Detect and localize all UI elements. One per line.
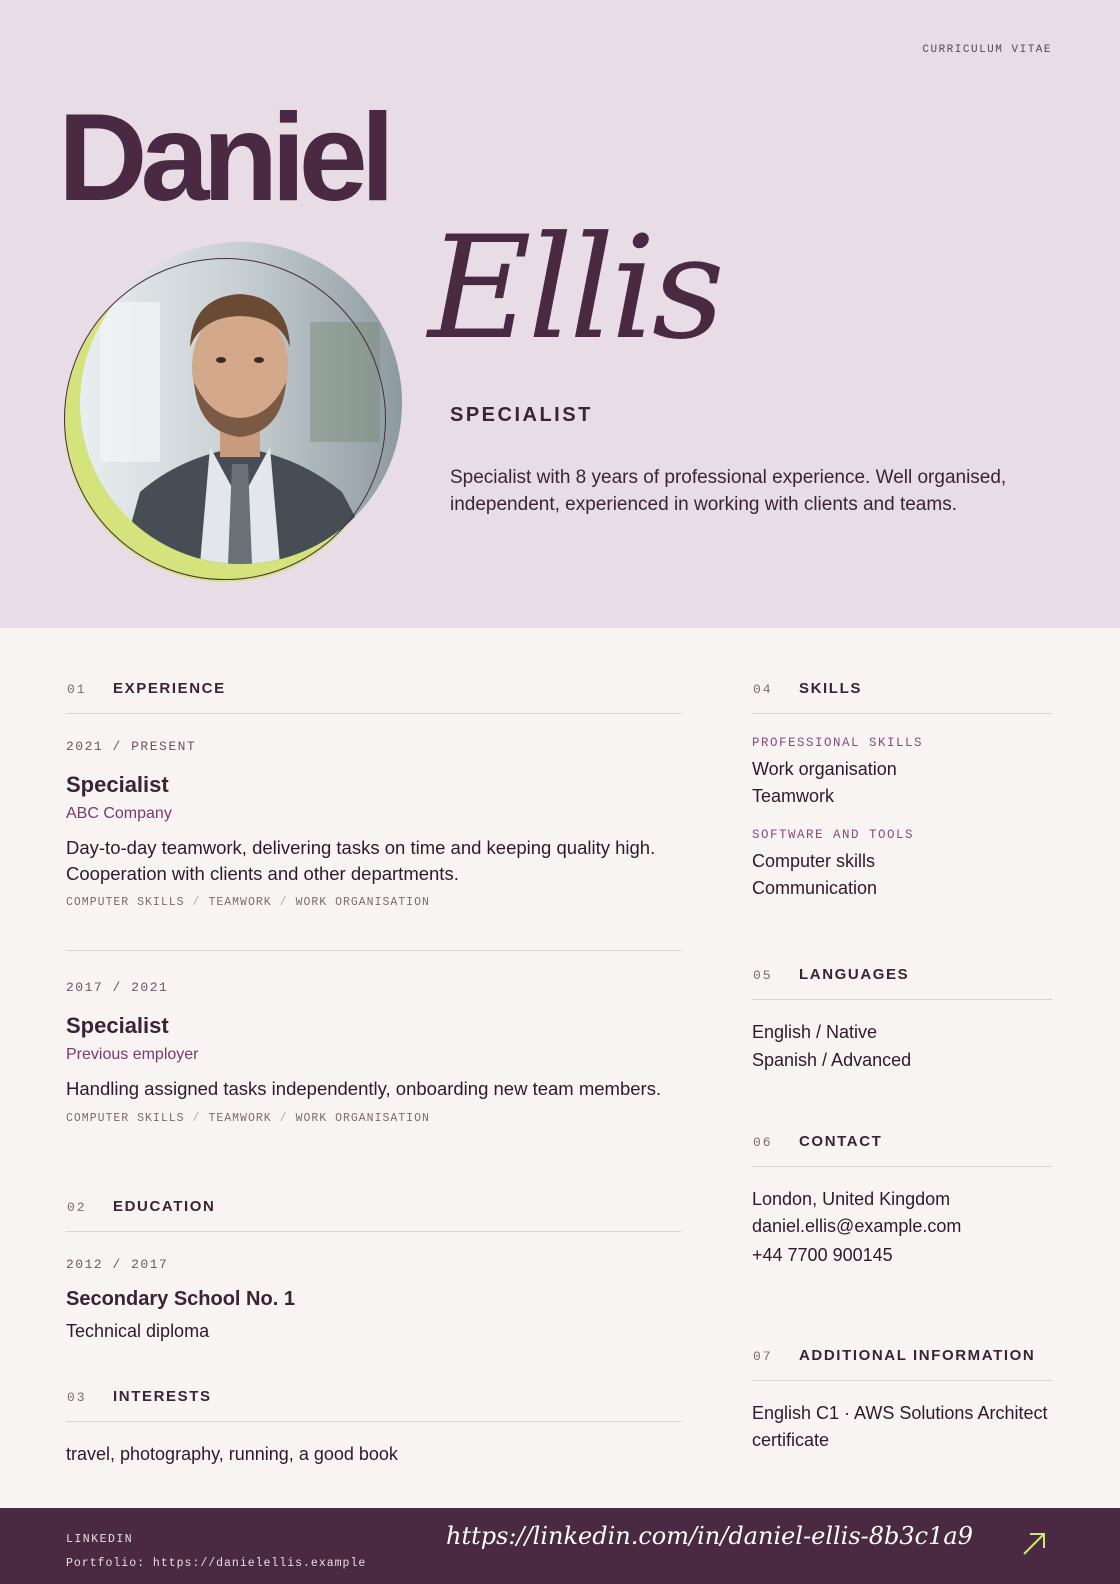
- cv-label: CURRICULUM VITAE: [922, 44, 1052, 56]
- section-title: SKILLS: [799, 680, 862, 697]
- skill-item: Teamwork: [752, 786, 835, 806]
- language-item: English / Native: [752, 1022, 878, 1042]
- degree: Technical diploma: [66, 1321, 210, 1341]
- job-dates: 2017 / 2021: [66, 980, 169, 995]
- last-name: Ellis: [428, 206, 721, 371]
- school-name: Secondary School No. 1: [66, 1288, 295, 1310]
- contact-heading: [752, 1127, 1052, 1167]
- portfolio-link[interactable]: Portfolio: https://danielellis.example: [66, 1557, 367, 1570]
- skills-group-label: PROFESSIONAL SKILLS: [752, 736, 924, 750]
- job-divider: [66, 950, 682, 951]
- section-number: 07: [753, 1349, 773, 1364]
- section-title: LANGUAGES: [799, 966, 910, 983]
- section-number: 02: [67, 1200, 87, 1215]
- tag: WORK ORGANISATION: [295, 1112, 430, 1125]
- contact-phone[interactable]: +44 7700 900145: [752, 1245, 893, 1265]
- photo-ring: [64, 258, 386, 580]
- profile-photo: [62, 242, 406, 586]
- skill-item: Computer skills: [752, 851, 876, 871]
- linkedin-label: LINKEDIN: [66, 1533, 134, 1546]
- job-company: Previous employer: [66, 1046, 199, 1063]
- skill-item: Work organisation: [752, 759, 897, 779]
- tag: TEAMWORK: [208, 1112, 272, 1125]
- section-title: EDUCATION: [113, 1198, 216, 1215]
- job-tags: COMPUTER SKILLS / TEAMWORK / WORK ORGANISATION: [66, 896, 430, 909]
- job-tags: COMPUTER SKILLS / TEAMWORK / WORK ORGANISATION: [66, 1112, 430, 1125]
- arrow-up-right-icon[interactable]: [1020, 1530, 1048, 1558]
- job-dates: 2021 / PRESENT: [66, 739, 197, 754]
- languages-heading: [752, 960, 1052, 1000]
- section-title: EXPERIENCE: [113, 680, 226, 697]
- section-number: 06: [753, 1135, 773, 1150]
- interests-heading: [66, 1382, 682, 1422]
- section-title: CONTACT: [799, 1133, 883, 1150]
- skill-item: Communication: [752, 878, 878, 898]
- tag: COMPUTER SKILLS: [66, 896, 185, 909]
- first-name: Daniel: [58, 89, 389, 227]
- additional-text: English C1 · AWS Solutions Architect certificate: [752, 1403, 1048, 1450]
- job-description: Handling assigned tasks independently, onboarding new team members.: [66, 1078, 662, 1099]
- job-company: ABC Company: [66, 805, 172, 822]
- tag: TEAMWORK: [208, 896, 272, 909]
- section-number: 04: [753, 682, 773, 697]
- additional-heading: [752, 1341, 1052, 1381]
- contact-location: London, United Kingdom: [752, 1189, 951, 1209]
- job-title: Specialist: [66, 1013, 169, 1038]
- skills-heading: [752, 674, 1052, 714]
- tag: WORK ORGANISATION: [295, 896, 430, 909]
- education-heading: [66, 1192, 682, 1232]
- skills-group-label: SOFTWARE AND TOOLS: [752, 828, 915, 842]
- education-dates: 2012 / 2017: [66, 1257, 169, 1272]
- linkedin-link[interactable]: https://linkedin.com/in/daniel-ellis-8b3c1a9: [446, 1522, 973, 1550]
- language-item: Spanish / Advanced: [752, 1050, 912, 1070]
- section-number: 05: [753, 968, 773, 983]
- section-title: INTERESTS: [113, 1388, 212, 1405]
- section-number: 03: [67, 1390, 87, 1405]
- interests-text: travel, photography, running, a good book: [66, 1444, 398, 1464]
- role-title: SPECIALIST: [450, 404, 593, 426]
- job-title: Specialist: [66, 772, 169, 797]
- job-description: Day-to-day teamwork, delivering tasks on time and keeping quality high. Cooperation with clients and other departments.: [66, 837, 656, 884]
- section-title: ADDITIONAL INFORMATION: [799, 1347, 1036, 1364]
- experience-heading: [66, 674, 682, 714]
- tag: COMPUTER SKILLS: [66, 1112, 185, 1125]
- contact-email[interactable]: daniel.ellis@example.com: [752, 1216, 962, 1236]
- section-number: 01: [67, 682, 87, 697]
- profile-summary: Specialist with 8 years of professional experience. Well organised, independent, experienced in working with clients and teams.: [450, 467, 1007, 515]
